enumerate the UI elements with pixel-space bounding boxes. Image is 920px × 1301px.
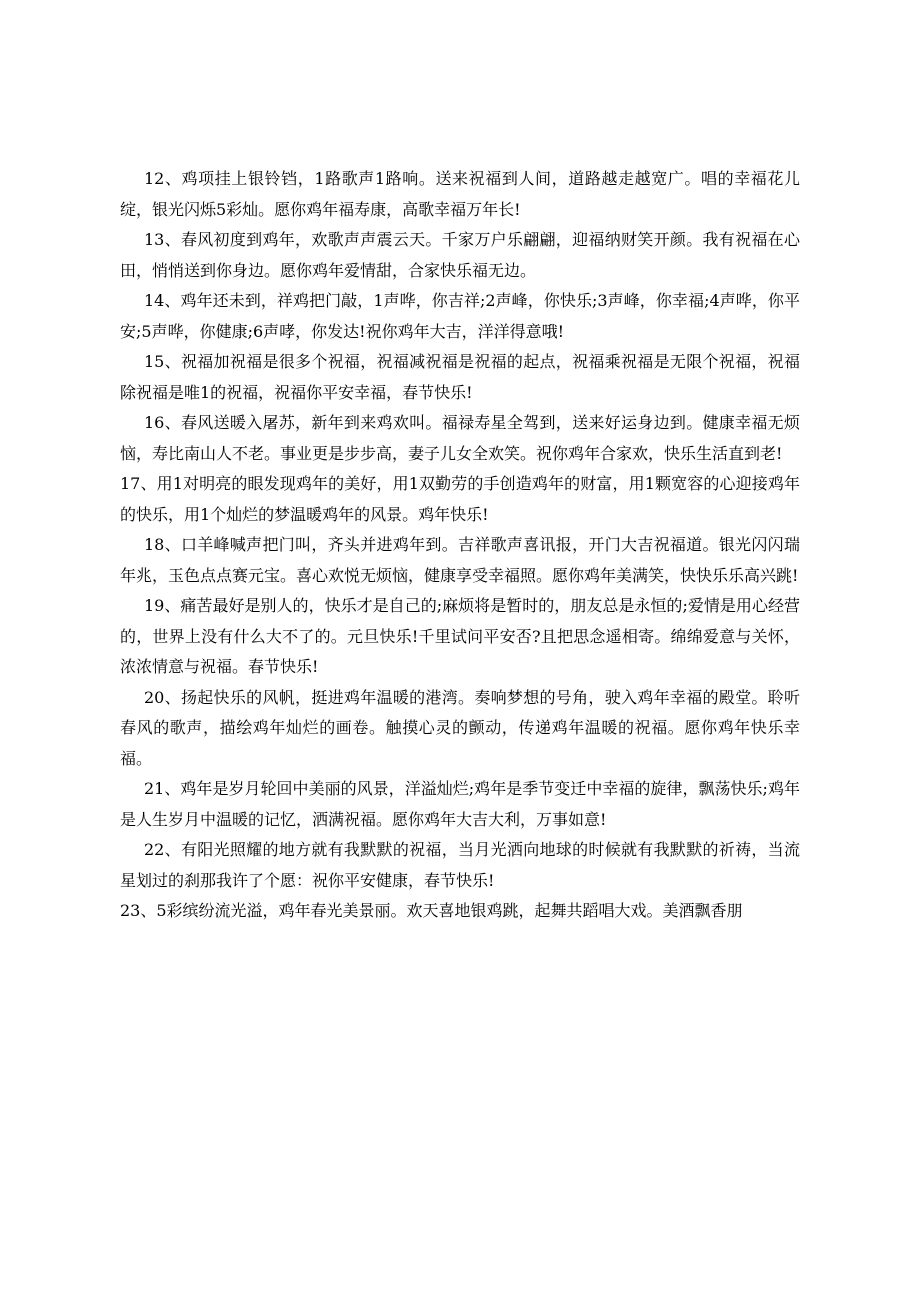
- paragraph-18: 18、口羊峰喊声把门叫，齐头并进鸡年到。吉祥歌声喜讯报，开门大吉祝福道。银光闪闪瑞年兆，玉色点点赛元宝。喜心欢悦无烦恼，健康享受幸福照。愿你鸡年美满笑，快快乐乐高兴跳!: [120, 535, 800, 585]
- paragraph-19: 19、痛苦最好是别人的，快乐才是自己的;麻烦将是暂时的，朋友总是永恒的;爱情是用心经营的，世界上没有什么大不了的。元旦快乐!千里试问平安否?且把思念遥相寄。绵绵爱意与关怀，浓浓情意与祝福。春节快乐!: [120, 596, 800, 676]
- paragraph-13: 13、春风初度到鸡年，欢歌声声震云天。千家万户乐翩翩，迎福纳财笑开颜。我有祝福在心田，悄悄送到你身边。愿你鸡年爱情甜，合家快乐福无边。: [120, 230, 800, 280]
- paragraph-12: 12、鸡项挂上银铃铛，1路歌声1路响。送来祝福到人间，道路越走越宽广。唱的幸福花儿绽，银光闪烁5彩灿。愿你鸡年福寿康，高歌幸福万年长!: [120, 169, 800, 219]
- paragraph-23: 23、5彩缤纷流光溢，鸡年春光美景丽。欢天喜地银鸡跳，起舞共蹈唱大戏。美酒飘香朋: [120, 901, 743, 920]
- paragraph-14: 14、鸡年还未到，祥鸡把门敲，1声哗，你吉祥;2声峰，你快乐;3声峰，你幸福;4声哗，你平安;5声哗，你健康;6声哮，你发达!祝你鸡年大吉，洋洋得意哦!: [120, 291, 800, 341]
- paragraph-16: 16、春风送暖入屠苏，新年到来鸡欢叫。福禄寿星全驾到，送来好运身边到。健康幸福无烦恼，寿比南山人不老。事业更是步步高，妻子儿女全欢笑。祝你鸡年合家欢，快乐生活直到老!: [120, 413, 800, 463]
- paragraph-22: 22、有阳光照耀的地方就有我默默的祝福，当月光洒向地球的时候就有我默默的祈祷，当流星划过的刹那我许了个愿：祝你平安健康，春节快乐!: [120, 840, 800, 890]
- paragraph-20: 20、扬起快乐的风帆，挺进鸡年温暖的港湾。奏响梦想的号角，驶入鸡年幸福的殿堂。聆听春风的歌声，描绘鸡年灿烂的画卷。触摸心灵的颤动，传递鸡年温暖的祝福。愿你鸡年快乐幸福。: [120, 687, 800, 768]
- paragraph-17: 17、用1对明亮的眼发现鸡年的美好，用1双勤劳的手创造鸡年的财富，用1颗宽容的心迎接鸡年的快乐，用1个灿烂的梦温暖鸡年的风景。鸡年快乐!: [120, 474, 800, 524]
- paragraph-15: 15、祝福加祝福是很多个祝福，祝福减祝福是祝福的起点，祝福乘祝福是无限个祝福，祝福除祝福是唯1的祝福，祝福你平安幸福，春节快乐!: [120, 352, 800, 402]
- document-body: [120, 164, 800, 927]
- paragraph-21: 21、鸡年是岁月轮回中美丽的风景，洋溢灿烂;鸡年是季节变迁中幸福的旋律，飘荡快乐;鸡年是人生岁月中温暖的记忆，洒满祝福。愿你鸡年大吉大利，万事如意!: [120, 779, 800, 829]
